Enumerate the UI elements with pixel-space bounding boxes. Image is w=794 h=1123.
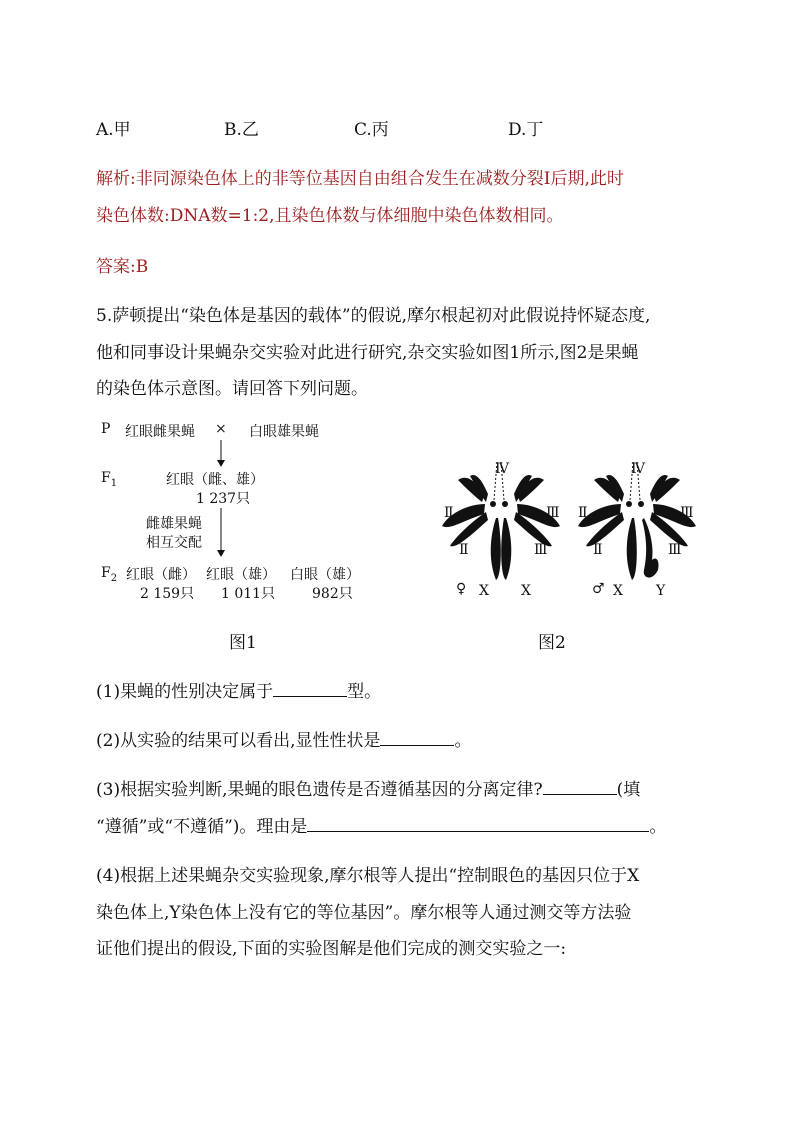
female-x-2: X bbox=[521, 583, 531, 599]
option-d: D.丁 bbox=[508, 120, 544, 140]
q3-blank-2[interactable] bbox=[307, 815, 649, 832]
question-4-line-3: 证他们提出的假设,下面的实验图解是他们完成的测交实验之一: bbox=[96, 939, 567, 959]
f2-white-male-count: 982只 bbox=[312, 586, 353, 602]
female-label-iii-bottom: Ⅲ bbox=[534, 542, 548, 558]
answer: 答案:B bbox=[96, 257, 149, 277]
question-3-line-2: “遵循”或“不遵循”)。理由是 。 bbox=[96, 817, 667, 837]
option-a: A.甲 bbox=[96, 120, 131, 140]
p-female: 红眼雌果蝇 bbox=[125, 424, 195, 440]
question-1: (1)果蝇的性别决定属于 型。 bbox=[96, 682, 382, 702]
q2-blank[interactable] bbox=[380, 729, 454, 746]
male-label-iii-top: Ⅲ bbox=[680, 505, 694, 521]
mating-note-2: 相互交配 bbox=[146, 535, 202, 551]
male-y: Y bbox=[656, 583, 666, 599]
female-symbol: ♀ bbox=[456, 581, 467, 597]
question-4-line-2: 染色体上,Y染色体上没有它的等位基因”。摩尔根等人通过测交等方法验 bbox=[96, 903, 632, 923]
male-x: X bbox=[613, 583, 623, 599]
f2-label: $F_2$ bbox=[101, 565, 118, 584]
male-label-iii-bottom: Ⅲ bbox=[668, 542, 682, 558]
female-label-ii-top: Ⅱ bbox=[444, 505, 454, 521]
p-male: 白眼雄果蝇 bbox=[249, 424, 319, 440]
f1-label: $F_1$ bbox=[101, 470, 118, 489]
question-2: (2)从实验的结果可以看出,显性性状是 。 bbox=[96, 731, 472, 751]
f2-white-male: 白眼（雄） bbox=[290, 567, 360, 583]
cross-sign: × bbox=[215, 421, 227, 437]
female-x-1: X bbox=[479, 583, 489, 599]
female-label-ii-bottom: Ⅱ bbox=[459, 542, 469, 558]
male-label-ii-bottom: Ⅱ bbox=[593, 542, 603, 558]
f2-red-female-count: 2 159只 bbox=[140, 586, 195, 602]
answer-value: B bbox=[135, 257, 149, 277]
male-karyotype bbox=[572, 460, 702, 585]
figure-1-caption: 图1 bbox=[229, 633, 257, 653]
q3-blank-1[interactable] bbox=[543, 778, 617, 795]
question-line-2: 他和同事设计果蝇杂交实验对此进行研究,杂交实验如图1所示,图2是果蝇 bbox=[96, 343, 639, 363]
analysis-line-1: 解析:非同源染色体上的非等位基因自由组合发生在减数分裂Ⅰ后期,此时 bbox=[96, 169, 624, 189]
analysis-line-2: 染色体数:DNA数=1:2,且染色体数与体细胞中染色体数相同。 bbox=[96, 206, 564, 226]
option-c: C.丙 bbox=[354, 120, 389, 140]
q1-blank[interactable] bbox=[273, 680, 347, 697]
question-4-line-1: (4)根据上述果蝇杂交实验现象,摩尔根等人提出“控制眼色的基因只位于X bbox=[96, 866, 640, 886]
p-label: P bbox=[101, 421, 111, 437]
male-symbol: ♂ bbox=[592, 581, 605, 597]
f2-red-male: 红眼（雄） bbox=[206, 567, 276, 583]
question-3-line-1: (3)根据实验判断,果蝇的眼色遗传是否遵循基因的分离定律? (填 bbox=[96, 780, 641, 800]
question-line-3: 的染色体示意图。请回答下列问题。 bbox=[96, 379, 368, 399]
mating-note-1: 雌雄果蝇 bbox=[146, 516, 202, 532]
sex-chromosomes-xy bbox=[627, 518, 659, 580]
f2-red-female: 红眼（雌） bbox=[126, 567, 196, 583]
figure-2-caption: 图2 bbox=[538, 633, 566, 653]
female-karyotype bbox=[436, 460, 566, 585]
male-label-ii-top: Ⅱ bbox=[578, 505, 588, 521]
option-b: B.乙 bbox=[224, 120, 259, 140]
female-label-iii-top: Ⅲ bbox=[546, 505, 560, 521]
female-label-iv: Ⅳ bbox=[495, 461, 509, 477]
f1-phenotype: 红眼（雌、雄） bbox=[166, 472, 264, 488]
f2-red-male-count: 1 011只 bbox=[221, 586, 276, 602]
sex-chromosomes-xx bbox=[491, 518, 512, 580]
answer-label: 答案 bbox=[96, 257, 130, 277]
analysis-label: 解析 bbox=[96, 169, 130, 189]
f1-count: 1 237只 bbox=[196, 491, 251, 507]
question-line-1: 5.萨顿提出“染色体是基因的载体”的假说,摩尔根起初对此假说持怀疑态度, bbox=[96, 306, 651, 326]
male-label-iv: Ⅳ bbox=[631, 461, 645, 477]
